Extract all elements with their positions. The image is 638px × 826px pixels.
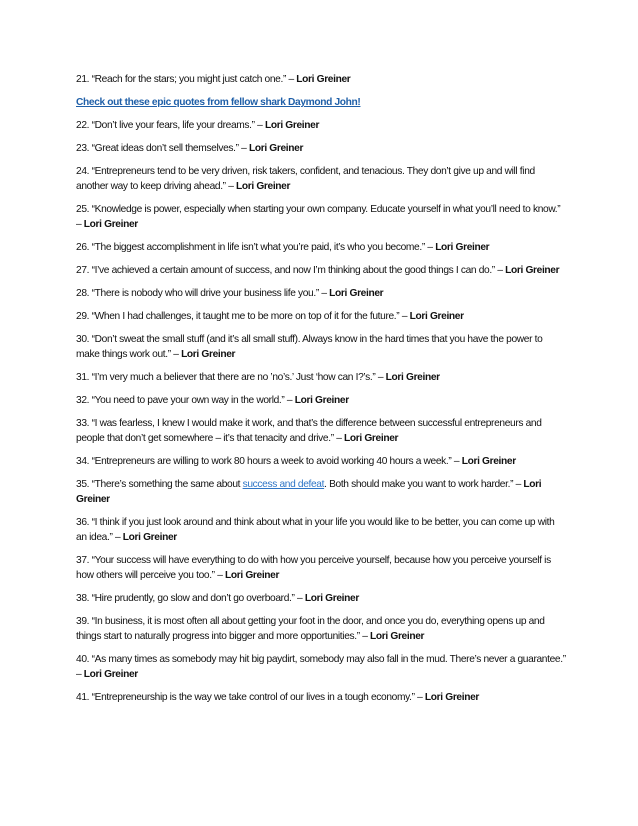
quote-text: “I’ve achieved a certain amount of success, and now I’m thinking about the good things I can do.” – — [91, 265, 506, 276]
quote-29 — [76, 309, 566, 324]
quote-21 — [76, 72, 566, 87]
quote-number: 28. — [76, 288, 90, 299]
quote-text: “Reach for the stars; you might just catch one.” – — [91, 74, 297, 85]
quote-number: 25. — [76, 204, 90, 215]
quote-author: Lori Greiner — [344, 433, 399, 444]
quote-text: “You need to pave your own way in the world.” – — [91, 395, 295, 406]
quote-number: 23. — [76, 143, 90, 154]
quote-number: 34. — [76, 456, 90, 467]
quote-number: 38. — [76, 593, 90, 604]
quote-number: 29. — [76, 311, 90, 322]
quote-23 — [76, 141, 566, 156]
quote-text: “Don’t sweat the small stuff (and it’s all small stuff). Always know in the hard times that you have the power to make things work out.” – — [76, 334, 543, 360]
quote-40 — [76, 652, 566, 682]
quote-33 — [76, 416, 566, 446]
quote-text: “There is nobody who will drive your business life you.” – — [91, 288, 330, 299]
quote-text: “Hire prudently, go slow and don’t go overboard.” – — [91, 593, 305, 604]
quote-36 — [76, 515, 566, 545]
daymond-john-quotes-link[interactable]: Check out these epic quotes from fellow shark Daymond John! — [76, 97, 361, 108]
quote-text: “I think if you just look around and think about what in your life you would like to be better, you can come up with an idea.” – — [76, 517, 555, 543]
quote-author: Lori Greiner — [294, 395, 349, 406]
quote-number: 41. — [76, 692, 90, 703]
quote-26 — [76, 240, 566, 255]
quote-number: 36. — [76, 517, 90, 528]
quote-author: Lori Greiner — [296, 74, 351, 85]
quote-author: Lori Greiner — [264, 120, 320, 131]
quote-number: 27. — [76, 265, 90, 276]
quote-number: 24. — [76, 166, 90, 177]
quote-32 — [76, 393, 566, 408]
quote-text: “Knowledge is power, especially when starting your own company. Educate yourself in what you’ll need to know.” – — [76, 204, 561, 230]
quote-author: Lori Greiner — [181, 349, 236, 360]
quote-author: Lori Greiner — [122, 532, 177, 543]
quote-number: 35. — [76, 479, 90, 490]
quote-author: Lori Greiner — [370, 631, 425, 642]
quote-text-after-link: . Both should make you want to work harder.” – — [324, 479, 524, 490]
quote-37 — [76, 553, 566, 583]
quote-author: Lori Greiner — [461, 456, 516, 467]
quote-author: Lori Greiner — [424, 692, 480, 703]
quote-28 — [76, 286, 566, 301]
promo-paragraph — [76, 95, 566, 110]
quote-41 — [76, 690, 566, 705]
success-and-defeat-link[interactable]: success and defeat — [242, 479, 325, 490]
quote-author: Lori Greiner — [505, 265, 560, 276]
quote-39 — [76, 614, 566, 644]
quote-text-before-link: “There’s something the same about — [91, 479, 243, 490]
quote-author: Lori Greiner — [435, 242, 490, 253]
quote-text: “As many times as somebody may hit big paydirt, somebody may also fall in the mud. There’s never a guarantee.” – — [76, 654, 566, 680]
quote-35 — [76, 477, 566, 507]
quote-text: “Your success will have everything to do with how you perceive yourself, because how you perceive yourself is how others will perceive you too.” – — [76, 555, 551, 581]
quote-31 — [76, 370, 566, 385]
quote-number: 37. — [76, 555, 90, 566]
quote-number: 22. — [76, 120, 90, 131]
quote-34 — [76, 454, 566, 469]
quote-text: “Don’t live your fears, life your dreams.” – — [91, 120, 265, 131]
quote-text: “The biggest accomplishment in life isn’t what you’re paid, it’s who you become.” – — [91, 242, 436, 253]
quote-30 — [76, 332, 566, 362]
quote-text: “In business, it is most often all about getting your foot in the door, and once you do, everything opens up and things start to naturally progress into bigger and more opportunities.” – — [76, 616, 545, 642]
quote-author: Lori Greiner — [225, 570, 280, 581]
quote-author: Lori Greiner — [329, 288, 384, 299]
quote-author: Lori Greiner — [76, 479, 542, 505]
quote-author: Lori Greiner — [83, 669, 138, 680]
quote-number: 26. — [76, 242, 90, 253]
quote-38 — [76, 591, 566, 606]
quote-24 — [76, 164, 566, 194]
quote-author: Lori Greiner — [236, 181, 291, 192]
quote-22 — [76, 118, 566, 133]
quote-number: 21. — [76, 74, 90, 85]
quote-text: “Entrepreneurship is the way we take control of our lives in a tough economy.” – — [91, 692, 425, 703]
quote-text: “Entrepreneurs are willing to work 80 hours a week to avoid working 40 hours a week.” – — [91, 456, 462, 467]
quote-author: Lori Greiner — [409, 311, 464, 322]
quote-number: 40. — [76, 654, 90, 665]
document-page — [76, 72, 566, 713]
quote-author: Lori Greiner — [304, 593, 359, 604]
quote-25 — [76, 202, 566, 232]
quote-author: Lori Greiner — [385, 372, 440, 383]
quote-text: “I was fearless, I knew I would make it work, and that’s the difference between successful entrepreneurs and people that don’t get somewhere – it’s that tenacity and drive.” – — [76, 418, 542, 444]
quote-text: “Great ideas don’t sell themselves.” – — [91, 143, 249, 154]
quote-number: 33. — [76, 418, 90, 429]
quote-number: 32. — [76, 395, 90, 406]
quote-number: 39. — [76, 616, 90, 627]
quote-text: “When I had challenges, it taught me to be more on top of it for the future.” – — [91, 311, 410, 322]
quote-author: Lori Greiner — [83, 219, 138, 230]
quote-number: 30. — [76, 334, 90, 345]
quote-27 — [76, 263, 566, 278]
quote-text: “Entrepreneurs tend to be very driven, risk takers, confident, and tenacious. They don’t give up and will find another way to keep driving ahead.” – — [76, 166, 535, 192]
quote-text: “I’m very much a believer that there are no ’no’s.’ Just ‘how can I?’s.” – — [91, 372, 386, 383]
quote-number: 31. — [76, 372, 90, 383]
quote-author: Lori Greiner — [248, 143, 304, 154]
